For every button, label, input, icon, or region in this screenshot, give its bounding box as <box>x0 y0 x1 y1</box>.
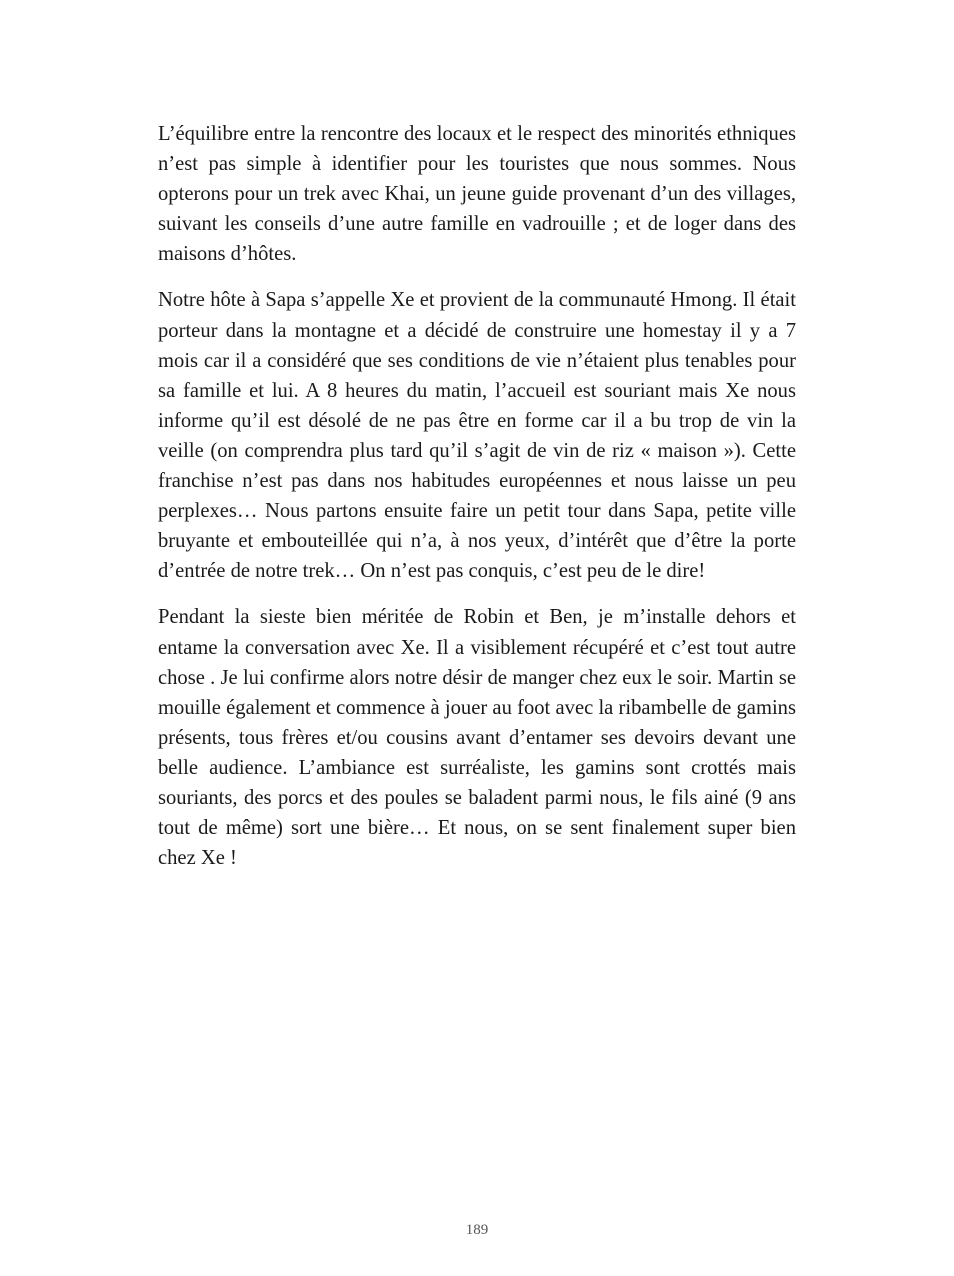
paragraph-2: Notre hôte à Sapa s’appelle Xe et provient de la communauté Hmong. Il était porteur dans la montagne et a décidé de construire une homestay il y a 7 mois car il a considéré que ses conditions de vie n’étaient plus tenables pour sa famille et lui. A 8 heures du matin, l’accueil est souriant mais Xe nous informe qu’il est désolé de ne pas être en forme car il a bu trop de vin la veille (on comprendra plus tard qu’il s’agit de vin de riz « maison »). Cette franchise n’est pas dans nos habitudes européennes et nous laisse un peu perplexes… Nous partons ensuite faire un petit tour dans Sapa, petite ville bruyante et embouteillée qui n’a, à nos yeux, d’intérêt que d’être la porte d’entrée de notre trek… On n’est pas conquis, c’est peu de le dire! <box>158 289 796 583</box>
paragraph-1: L’équilibre entre la rencontre des locaux et le respect des minorités ethniques n’est pas simple à identifier pour les touristes que nous sommes. Nous opterons pour un trek avec Khai, un jeune guide provenant d’un des villages, suivant les conseils d’une autre famille en vadrouille ; et de loger dans des maisons d’hôtes. <box>158 123 796 266</box>
page-number: 189 <box>465 1222 489 1238</box>
paragraph-3: Pendant la sieste bien méritée de Robin et Ben, je m’installe dehors et entame la conversation avec Xe. Il a visiblement récupéré et c’est tout autre chose . Je lui confirme alors notre désir de manger chez eux le soir. Martin se mouille également et commence à jouer au foot avec la ribambelle de gamins présents, tous frères et/ou cousins avant d’entamer ses devoirs devant une belle audience. L’ambiance est surréaliste, les gamins sont crottés mais souriants, des porcs et des poules se baladent parmi nous, le fils ainé (9 ans tout de même) sort une bière… Et nous, on se sent finalement super bien chez Xe ! <box>158 606 796 870</box>
text-body <box>158 119 796 889</box>
